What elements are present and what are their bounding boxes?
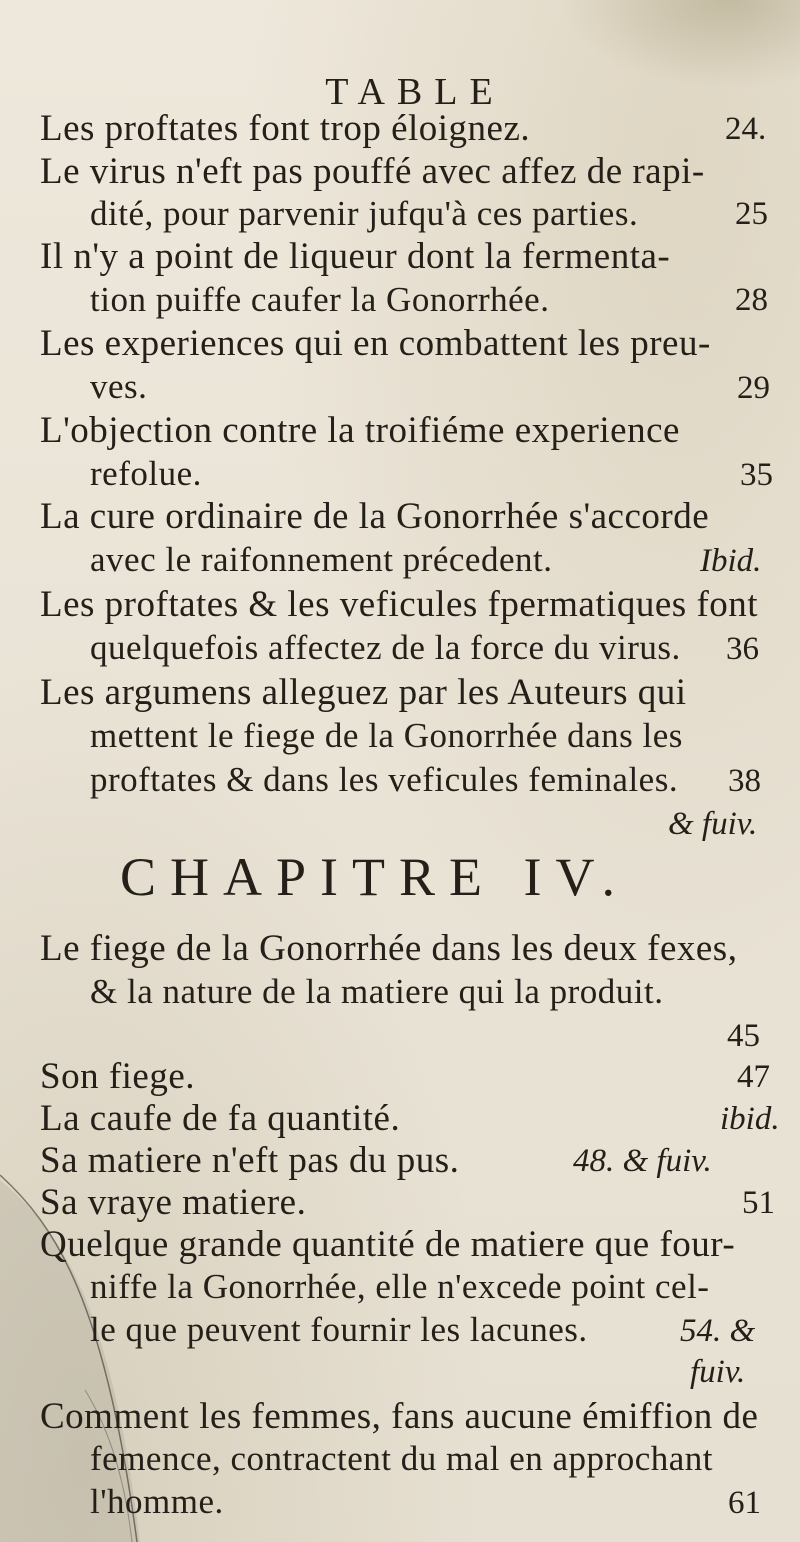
- entry-line: Sa vraye matiere.: [40, 1182, 307, 1223]
- entry-line: mettent le fiege de la Gonorrhée dans les: [90, 716, 683, 755]
- entry-line: femence, contractent du mal en approchant: [90, 1439, 713, 1478]
- page-number: 35: [740, 457, 773, 493]
- page-number: ibid.: [720, 1101, 780, 1137]
- entry-line: dité, pour parvenir jufqu'à ces parties.: [90, 194, 639, 233]
- page-number: 47: [737, 1059, 770, 1095]
- entry-line: Quelque grande quantité de matiere que four-: [40, 1224, 736, 1265]
- entry-line: Les experiences qui en combattent les preu-: [40, 323, 711, 364]
- entry-line: La cure ordinaire de la Gonorrhée s'accorde: [40, 496, 710, 537]
- entry-line: l'homme.: [90, 1482, 224, 1521]
- page-number: 54. &: [680, 1313, 756, 1349]
- page-header: TABLE: [325, 71, 505, 113]
- page-number: 61: [728, 1485, 761, 1521]
- entry-line: Les argumens alleguez par les Auteurs qui: [40, 672, 687, 713]
- entry-line: La caufe de fa quantité.: [40, 1098, 401, 1139]
- entry-line: Les proftates & les veficules fpermatiques font: [40, 584, 759, 625]
- entry-line: Son fiege.: [40, 1056, 196, 1097]
- page-number: 24.: [725, 111, 767, 147]
- entry-line: ves.: [90, 367, 148, 406]
- page-number: 45: [727, 1018, 760, 1054]
- entry-line: Le virus n'eft pas pouffé avec affez de rapi-: [40, 151, 705, 192]
- entry-line: Il n'y a point de liqueur dont la fermenta-: [40, 236, 671, 277]
- page-number: 38: [728, 763, 761, 799]
- page-number: Ibid.: [700, 543, 762, 579]
- entry-line: niffe la Gonorrhée, elle n'excede point cel-: [90, 1267, 710, 1306]
- entry-line: le que peuvent fournir les lacunes.: [90, 1310, 588, 1349]
- entry-line: refolue.: [90, 454, 202, 493]
- page-number: 25: [735, 196, 768, 232]
- page-number: 28: [735, 282, 768, 318]
- entry-line: proftates & dans les veficules feminales.: [90, 760, 679, 799]
- entry-line: Les proftates font trop éloignez.: [40, 108, 531, 149]
- chapter-heading: CHAPITRE IV.: [120, 847, 630, 907]
- entry-line: & la nature de la matiere qui la produit.: [90, 972, 664, 1011]
- entry-line: L'objection contre la troifiéme experience: [40, 410, 680, 451]
- entry-line: quelquefois affectez de la force du virus.: [90, 628, 681, 667]
- entry-line: Comment les femmes, fans aucune émiffion de: [40, 1396, 759, 1437]
- entry-line: Sa matiere n'eft pas du pus.: [40, 1140, 460, 1181]
- page-number: 48. & fuiv.: [573, 1143, 712, 1179]
- entry-line: tion puiffe caufer la Gonorrhée.: [90, 280, 550, 319]
- page-number: 36: [726, 631, 759, 667]
- entry-line: avec le raifonnement précedent.: [90, 540, 553, 579]
- page-number: 29: [737, 370, 770, 406]
- continuation-note: & fuiv.: [668, 806, 758, 842]
- page-number: 51: [742, 1185, 775, 1221]
- continuation-note: fuiv.: [690, 1354, 746, 1390]
- entry-line: Le fiege de la Gonorrhée dans les deux fexes,: [40, 928, 738, 969]
